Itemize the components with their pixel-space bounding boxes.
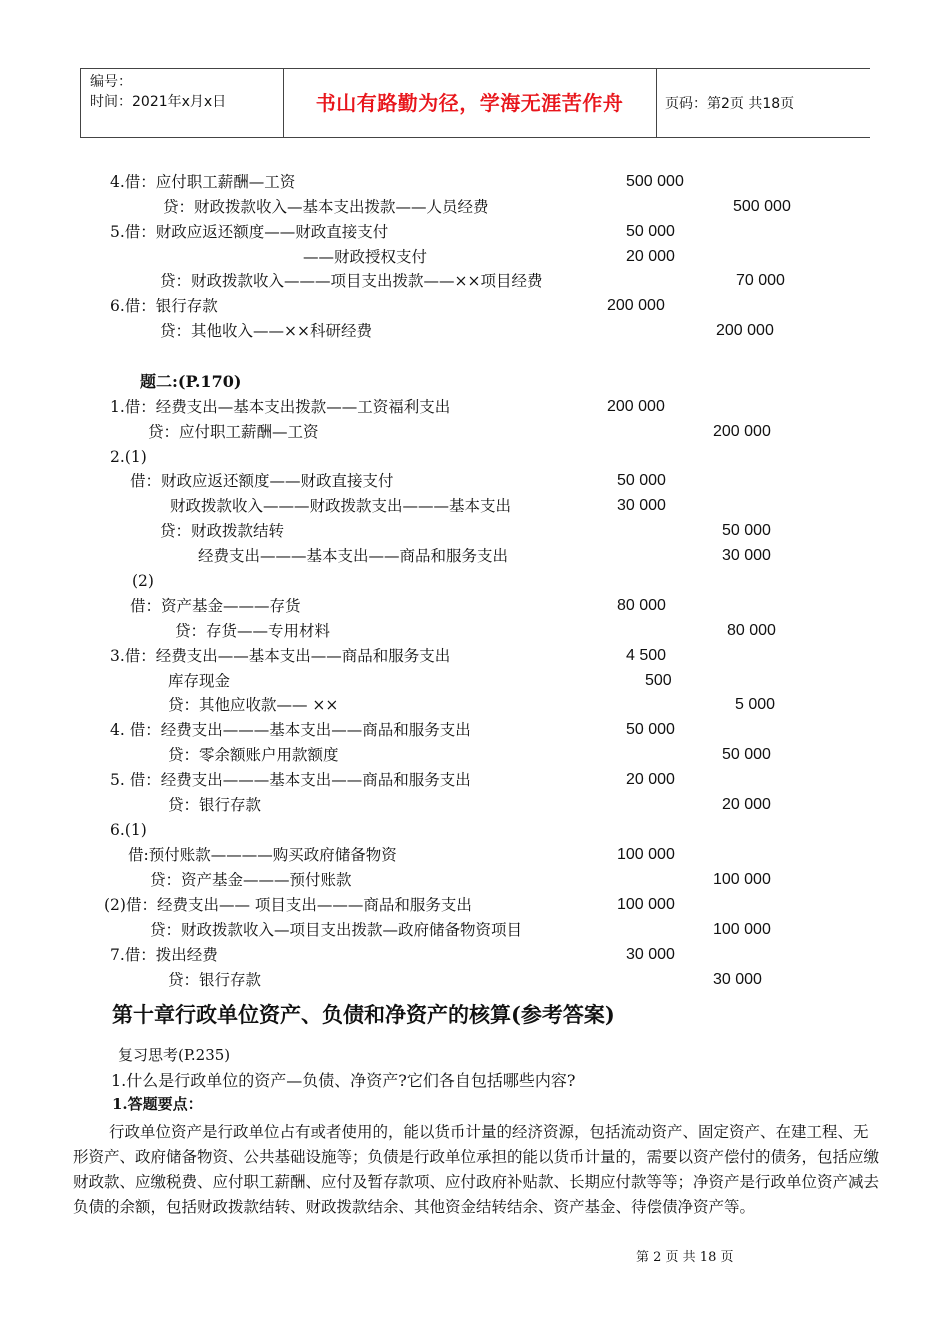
debit-amount: 50 000	[617, 472, 666, 489]
code-label: 编号：	[90, 74, 132, 90]
page-header	[80, 68, 870, 138]
header-divider	[656, 69, 657, 137]
page-footer: 第 2 页 共 18 页	[636, 1250, 734, 1265]
answer-paragraph	[73, 1120, 881, 1220]
entry-text: 借：财政应返还额度——财政直接支付	[130, 472, 394, 490]
entry-text: 借:预付账款————购买政府储备物资	[128, 846, 397, 864]
credit-amount: 200 000	[713, 423, 771, 440]
entry-text: 贷：资产基金———预付账款	[150, 871, 352, 889]
entry-text: 4.借：应付职工薪酬—工资	[110, 173, 296, 191]
credit-amount: 80 000	[727, 622, 776, 639]
entry-text: 经费支出———基本支出——商品和服务支出	[198, 547, 509, 565]
debit-amount: 20 000	[626, 248, 675, 265]
entry-text: 5.借：财政应返还额度——财政直接支付	[110, 223, 389, 241]
header-page-label: 页码：第2页 共18页	[665, 96, 795, 112]
entry-text: 财政拨款收入———财政拨款支出———基本支出	[170, 497, 512, 515]
entry-text: 借：资产基金———存货	[130, 597, 301, 615]
credit-amount: 500 000	[733, 198, 791, 215]
credit-amount: 30 000	[713, 971, 762, 988]
debit-amount: 20 000	[626, 771, 675, 788]
entry-text: 贷：零余额账户用款额度	[168, 746, 339, 764]
date-label: 时间：2021年x月x日	[90, 94, 227, 110]
section-title: 题二:(P.170)	[140, 372, 242, 391]
entry-text: ——财政授权支付	[303, 248, 428, 266]
debit-amount: 100 000	[617, 896, 675, 913]
credit-amount: 30 000	[722, 547, 771, 564]
entry-text: 3.借：经费支出——基本支出——商品和服务支出	[110, 647, 451, 665]
credit-amount: 70 000	[736, 272, 785, 289]
entry-text: 贷：财政拨款结转	[160, 522, 285, 540]
credit-amount: 20 000	[722, 796, 771, 813]
chapter-title: 第十章行政单位资产、负债和净资产的核算(参考答案)	[112, 1002, 615, 1027]
debit-amount: 50 000	[626, 223, 675, 240]
entry-text: 库存现金	[168, 672, 231, 690]
entry-text: 6.借：银行存款	[110, 297, 218, 315]
debit-amount: 4 500	[626, 647, 667, 664]
debit-amount: 500	[645, 672, 672, 689]
answer-text: 行政单位资产是行政单位占有或者使用的，能以货币计量的经济资源，包括流动资产、固定资产、在建工程、无形资产、政府储备物资、公共基础设施等；负债是行政单位承担的能以货币计量的，需要以资产偿付的债务，包括应缴财政款、应缴税费、应付职工薪酬、应付及暂存款项、应付政府补贴款、长期应付款等等；净资产是行政单位资产减去负债的余额，包括财政拨款结转、财政拨款结余、其他资金结转结余、资产基金、待偿债净资产等。	[73, 1123, 880, 1216]
entry-text: (2)	[132, 572, 154, 590]
entry-text: 贷：应付职工薪酬—工资	[148, 423, 319, 441]
entry-text: 贷：财政拨款收入—基本支出拨款——人员经费	[163, 198, 489, 216]
entry-text: 5. 借：经费支出———基本支出——商品和服务支出	[110, 771, 471, 789]
debit-amount: 200 000	[607, 297, 665, 314]
entry-text: 贷：财政拨款收入———项目支出拨款——××项目经费	[160, 272, 543, 290]
review-title: 复习思考(P.235)	[118, 1046, 231, 1064]
entry-text: 贷：其他应收款—— ××	[168, 696, 339, 714]
entry-text: 4. 借：经费支出———基本支出——商品和服务支出	[110, 721, 471, 739]
debit-amount: 80 000	[617, 597, 666, 614]
credit-amount: 200 000	[716, 322, 774, 339]
header-divider	[80, 69, 81, 137]
header-motto: 书山有路勤为径，学海无涯苦作舟	[315, 91, 624, 115]
entry-text: (2)借：经费支出—— 项目支出———商品和服务支出	[104, 896, 472, 914]
debit-amount: 200 000	[607, 398, 665, 415]
debit-amount: 30 000	[617, 497, 666, 514]
entry-text: 6.(1)	[110, 821, 147, 839]
entry-text: 2.(1)	[110, 448, 147, 466]
header-meta	[90, 72, 226, 112]
entry-text: 7.借：拨出经费	[110, 946, 218, 964]
debit-amount: 30 000	[626, 946, 675, 963]
entry-text: 1.借：经费支出—基本支出拨款——工资福利支出	[110, 398, 451, 416]
answer-label: 1.答题要点：	[112, 1095, 203, 1113]
question-1: 1.什么是行政单位的资产—负债、净资产?它们各自包括哪些内容?	[111, 1071, 576, 1090]
credit-amount: 5 000	[735, 696, 776, 713]
credit-amount: 50 000	[722, 522, 771, 539]
entry-text: 贷：银行存款	[168, 796, 262, 814]
entry-text: 贷：其他收入——××科研经费	[160, 322, 372, 340]
credit-amount: 100 000	[713, 921, 771, 938]
credit-amount: 100 000	[713, 871, 771, 888]
debit-amount: 100 000	[617, 846, 675, 863]
debit-amount: 500 000	[626, 173, 684, 190]
entry-text: 贷：财政拨款收入—项目支出拨款—政府储备物资项目	[150, 921, 523, 939]
debit-amount: 50 000	[626, 721, 675, 738]
credit-amount: 50 000	[722, 746, 771, 763]
entry-text: 贷：存货——专用材料	[175, 622, 331, 640]
entry-text: 贷：银行存款	[168, 971, 262, 989]
